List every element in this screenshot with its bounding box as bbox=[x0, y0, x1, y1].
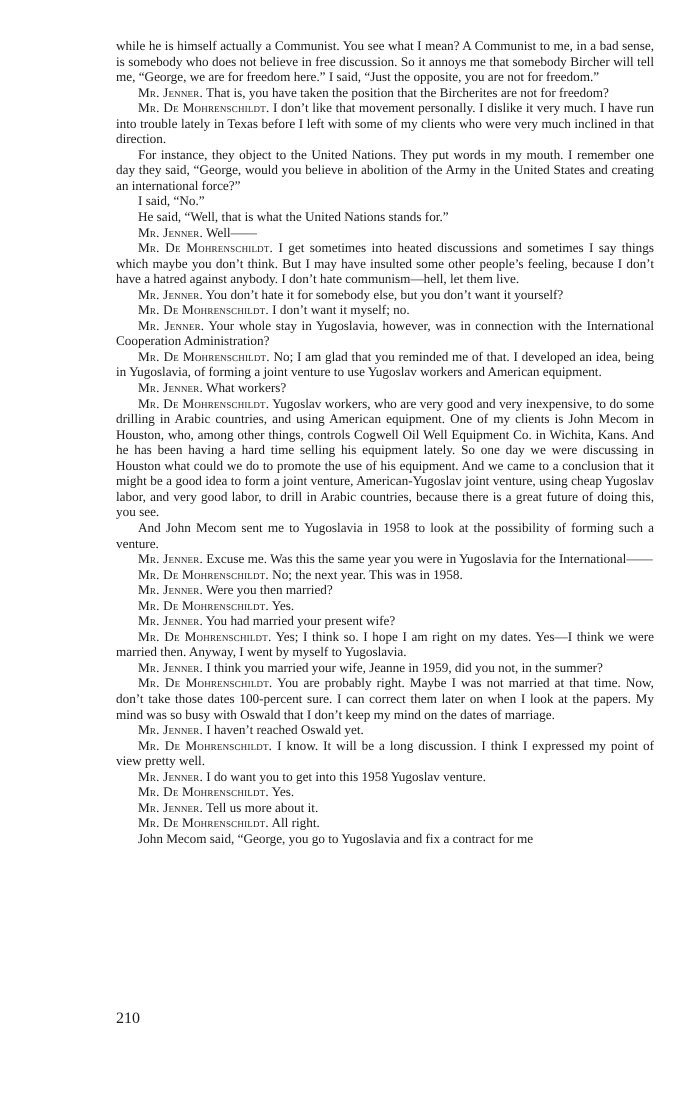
testimony-paragraph bbox=[116, 582, 654, 598]
transcript-body bbox=[116, 38, 654, 846]
paragraph-text: Tell us more about it. bbox=[206, 799, 319, 815]
speaker-label: Mr. Jenner. bbox=[138, 286, 203, 302]
testimony-paragraph bbox=[116, 100, 654, 147]
speaker-label: Mr. Jenner. bbox=[138, 582, 203, 598]
paragraph-text: And John Mecom sent me to Yugoslavia in 1958 to look at the possibility of forming such a venture. bbox=[116, 519, 654, 551]
speaker-label: Mr. Jenner. bbox=[138, 768, 203, 784]
testimony-paragraph bbox=[116, 613, 654, 629]
speaker-label: Mr. Jenner. bbox=[138, 224, 203, 240]
testimony-paragraph bbox=[116, 722, 654, 738]
testimony-paragraph bbox=[116, 193, 654, 209]
paragraph-text: That is, you have taken the position that the Bircherites are not for freedom? bbox=[206, 84, 609, 100]
speaker-label: Mr. De Mohrenschildt. bbox=[138, 597, 269, 613]
paragraph-text: All right. bbox=[271, 815, 320, 831]
paragraph-text: No; the next year. This was in 1958. bbox=[272, 566, 463, 582]
paragraph-text: I do want you to get into this 1958 Yugoslav venture. bbox=[206, 768, 486, 784]
testimony-paragraph bbox=[116, 551, 654, 567]
speaker-label: Mr. De Mohrenschildt. bbox=[138, 815, 269, 831]
paragraph-text: For instance, they object to the United Nations. They put words in my mouth. I remember one day they said, “George, would you believe in abolition of the Army in the United States and creating an international force?” bbox=[116, 146, 654, 193]
page-number: 210 bbox=[116, 1010, 140, 1027]
speaker-label: Mr. De Mohrenschildt. bbox=[138, 348, 270, 364]
speaker-label: Mr. Jenner. bbox=[138, 613, 203, 629]
testimony-paragraph bbox=[116, 598, 654, 614]
testimony-paragraph bbox=[116, 769, 654, 785]
testimony-paragraph bbox=[116, 318, 654, 349]
testimony-paragraph bbox=[116, 38, 654, 85]
testimony-paragraph bbox=[116, 225, 654, 241]
speaker-label: Mr. De Mohrenschildt. bbox=[138, 302, 269, 318]
speaker-label: Mr. Jenner. bbox=[138, 380, 203, 396]
paragraph-text: He said, “Well, that is what the United Nations stands for.” bbox=[138, 209, 449, 225]
speaker-label: Mr. Jenner. bbox=[138, 551, 203, 567]
testimony-paragraph bbox=[116, 380, 654, 396]
testimony-paragraph bbox=[116, 287, 654, 303]
testimony-paragraph bbox=[116, 675, 654, 722]
testimony-paragraph bbox=[116, 209, 654, 225]
testimony-paragraph bbox=[116, 240, 654, 287]
speaker-label: Mr. Jenner. bbox=[138, 799, 203, 815]
testimony-paragraph bbox=[116, 831, 654, 847]
testimony-paragraph bbox=[116, 85, 654, 101]
testimony-paragraph bbox=[116, 800, 654, 816]
speaker-label: Mr. De Mohrenschildt. bbox=[138, 566, 269, 582]
paragraph-text: Your whole stay in Yugoslavia, however, was in connection with the International Cooperation Administration? bbox=[116, 317, 654, 349]
testimony-paragraph bbox=[116, 784, 654, 800]
testimony-paragraph bbox=[116, 520, 654, 551]
paragraph-text: Yes. bbox=[271, 597, 295, 613]
speaker-label: Mr. De Mohrenschildt. bbox=[138, 737, 273, 753]
testimony-paragraph bbox=[116, 302, 654, 318]
paragraph-text: I don’t like that movement personally. I dislike it very much. I have run into trouble lately in Texas before I left with some of my clients who were very much inclined in that direction. bbox=[116, 100, 655, 147]
speaker-label: Mr. De Mohrenschildt. bbox=[138, 240, 274, 256]
testimony-paragraph bbox=[116, 629, 654, 660]
paragraph-text: Excuse me. Was this the same year you were in Yugoslavia for the International—— bbox=[206, 551, 653, 567]
testimony-paragraph bbox=[116, 567, 654, 583]
speaker-label: Mr. Jenner. bbox=[138, 317, 205, 333]
paragraph-text: Well—— bbox=[206, 224, 257, 240]
paragraph-text: No; I am glad that you reminded me of that. I developed an idea, being in Yugoslavia, of forming a joint venture to use Yugoslav workers and American equipment. bbox=[116, 348, 655, 380]
speaker-label: Mr. Jenner. bbox=[138, 722, 203, 738]
testimony-paragraph bbox=[116, 660, 654, 676]
paragraph-text: What workers? bbox=[206, 380, 287, 396]
testimony-paragraph bbox=[116, 147, 654, 194]
paragraph-text: Were you then married? bbox=[206, 582, 333, 598]
paragraph-text: You had married your present wife? bbox=[205, 613, 396, 629]
paragraph-text: I don’t want it myself; no. bbox=[272, 302, 410, 318]
speaker-label: Mr. De Mohrenschildt. bbox=[138, 675, 273, 691]
testimony-paragraph bbox=[116, 738, 654, 769]
testimony-paragraph bbox=[116, 815, 654, 831]
paragraph-text: You are probably right. Maybe I was not married at that time. Now, don’t take those dates 100-percent sure. I can correct them later on when I look at the papers. My mind was so busy with Oswald that I don’t keep my mind on the dates of marriage. bbox=[116, 675, 654, 722]
paragraph-text: I said, “No.” bbox=[138, 193, 205, 209]
speaker-label: Mr. Jenner. bbox=[138, 84, 203, 100]
testimony-paragraph bbox=[116, 349, 654, 380]
paragraph-text: I think you married your wife, Jeanne in 1959, did you not, in the summer? bbox=[206, 659, 603, 675]
paragraph-text: Yugoslav workers, who are very good and very inexpensive, to do some drilling in Arabic countries, and using American equipment. One of my clients is John Mecom in Houston, who, among other things, controls Cogwell Oil Well Equipment Co. in Wichita, Kans. And he has been having a hard time selling his equipment lately. So one day we were discussing in Houston what could we do to promote the use of his equipment. And we came to a conclusion that it might be a good idea to form a joint venture, American-Yugoslav joint venture, using cheap Yugoslav labor, and very good labor, to drill in Arabic countries, because there is a great future of doing this, you see. bbox=[116, 395, 654, 520]
paragraph-text: while he is himself actually a Communist. You see what I mean? A Communist to me, in a bad sense, is somebody who does not believe in free discussion. So it annoys me that somebody Bircher will tell me, “George, we are for freedom here.” I said, “Just the opposite, you are not for freedom.” bbox=[116, 38, 654, 85]
paragraph-text: I know. It will be a long discussion. I think I expressed my point of view pretty well. bbox=[116, 737, 654, 769]
speaker-label: Mr. De Mohrenschildt. bbox=[138, 100, 270, 116]
speaker-label: Mr. Jenner. bbox=[138, 659, 203, 675]
paragraph-text: You don’t hate it for somebody else, but you don’t want it yourself? bbox=[205, 286, 564, 302]
speaker-label: Mr. De Mohrenschildt. bbox=[138, 628, 272, 644]
paragraph-text: I get sometimes into heated discussions and sometimes I say things which maybe you don’t think. But I may have insulted some other people’s feeling, because I don’t have a hatred against anybody. I don’t hate communism—hell, let them live. bbox=[116, 240, 654, 287]
paragraph-text: Yes; I think so. I hope I am right on my dates. Yes—I think we were married then. Anyway, I went by myself to Yugoslavia. bbox=[116, 628, 654, 660]
paragraph-text: I haven’t reached Oswald yet. bbox=[206, 722, 364, 738]
speaker-label: Mr. De Mohrenschildt. bbox=[138, 784, 269, 800]
speaker-label: Mr. De Mohrenschildt. bbox=[138, 395, 270, 411]
testimony-paragraph bbox=[116, 396, 654, 520]
paragraph-text: Yes. bbox=[271, 784, 295, 800]
paragraph-text: John Mecom said, “George, you go to Yugoslavia and fix a contract for me bbox=[138, 830, 534, 846]
